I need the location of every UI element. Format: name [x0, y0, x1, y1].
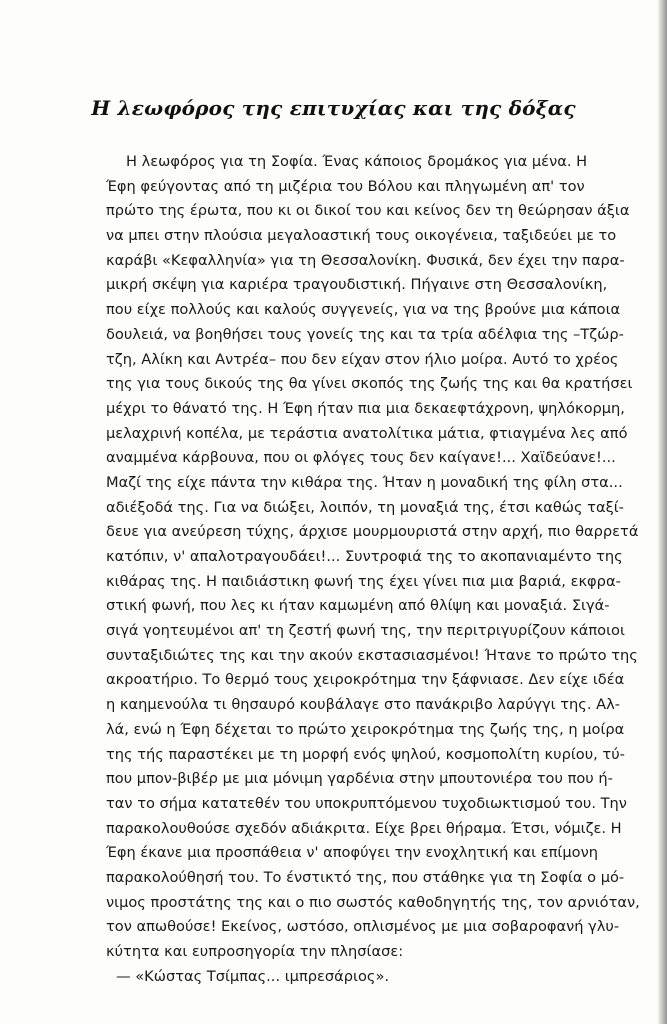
text-line: της τής παραστέκει με τη μορφή ενός ψηλού, κοσμοπολίτη κυρίου, τύ-: [106, 745, 625, 763]
text-line: συνταξιδιώτες της και την ακούν εκστασιασμένοι! Ήτανε το πρώτο της: [106, 646, 638, 664]
page-edge-shadow: [657, 0, 667, 1024]
text-line: τον απωθούσε! Εκείνος, ωστόσο, οπλισμένος με μια σοβαροφανή γλυ-: [106, 918, 620, 936]
text-line: ακροατήριο. Το θερμό τους χειροκρότημα την ξάφνιασε. Δεν είχε ιδέα: [106, 671, 625, 689]
text-line: που μπον-βιβέρ με μια μόνιμη γαρδένια στην μπουτονιέρα του που ή-: [106, 770, 613, 788]
chapter-body: [106, 150, 640, 989]
text-line: Η λεωφόρος για τη Σοφία. Ένας κάποιος δρομάκος για μένα. Η: [126, 153, 588, 170]
text-line: η καημενούλα τι θησαυρό κουβάλαγε στο πανάκριβο λαρύγγι της. Αλ-: [106, 696, 621, 714]
text-line: παρακολούθησή του. Το ένστικτό της, που στάθηκε για τη Σοφία ο μό-: [106, 868, 625, 886]
text-line: κατόπιν, ν' απαλοτραγουδάει!... Συντροφιά της το ακοπανιαμέντο της: [106, 548, 623, 565]
text-line: Έφη έκανε μια προσπάθεια ν' αποφύγει την ενοχλητική και επίμονη: [106, 844, 598, 862]
text-line: μέχρι το θάνατό της. Η Έφη ήταν πια μια δεκαεφτάχρονη, ψηλόκορμη,: [106, 399, 625, 417]
text-line: δουλειά, να βοηθήσει τους γονείς της και τα τρία αδέλφια της –Τζώρ-: [106, 325, 624, 343]
text-line: μελαχρινή κοπέλα, με τεράστια ανατολίτικα μάτια, φτιαγμένα λες από: [106, 424, 628, 442]
text-line: κύτητα και ευπροσηγορία την πλησίασε:: [106, 943, 404, 960]
text-line: νιμος προστάτης της και ο πιο σωστός καθοδηγητής της, τον αρνιόταν,: [106, 893, 640, 911]
text-line: πρώτο της έρωτα, που κι οι δικοί του και κείνος δεν τη θεώρησαν άξια: [106, 202, 630, 220]
text-line: λά, ενώ η Έφη δέχεται το πρώτο χειροκρότημα της ζωής της, η μοίρα: [106, 720, 625, 738]
text-line: σιγά γοητευμένοι απ' τη ζεστή φωνή της, την περιτριγυρίζουν κάποιοι: [106, 622, 625, 640]
dialogue-line: — «Κώστας Τσίμπας... ιμπρεσάριος».: [116, 967, 390, 985]
text-line: στική φωνή, που λες κι ήταν καμωμένη από θλίψη και μοναξιά. Σιγά-: [106, 597, 610, 615]
text-line: παρακολουθούσε σχεδόν αδιάκριτα. Είχε βρει θήραμα. Έτσι, νόμιζε. Η: [106, 819, 622, 837]
text-line: αδιέξοδά της. Για να διώξει, λοιπόν, τη μοναξιά της, έτσι καθώς ταξί-: [106, 498, 624, 516]
text-line: της για τους δικούς της θα γίνει σκοπός της ζωής της και θα κρατήσει: [106, 375, 633, 393]
text-line: Μαζί της είχε πάντα την κιθάρα της. Ήταν η μοναδική της φίλη στα...: [106, 473, 623, 491]
text-line: κιθάρας της. Η παιδιάστικη φωνή της έχει γίνει πια μια βαριά, εκφρα-: [106, 572, 621, 590]
text-line: καράβι «Κεφαλληνία» για τη Θεσσαλονίκη. Φυσικά, δεν έχει την παρα-: [106, 251, 625, 269]
text-line: μικρή σκέψη για καριέρα τραγουδιστική. Πήγαινε στη Θεσσαλονίκη,: [106, 276, 608, 294]
text-line: αναμμένα κάρβουνα, που οι φλόγες τους δεν καίγανε!... Χαϊδεύανε!...: [106, 449, 616, 467]
text-line: Έφη φεύγοντας από τη μιζέρια του Βόλου και πληγωμένη απ' τον: [106, 177, 585, 195]
text-line: που είχε πολλούς και καλούς συγγενείς, για να της βρούνε μια κάποια: [106, 301, 621, 319]
text-line: να μπει στην πλούσια μεγαλοαστική τους οικογένεια, ταξιδεύει με το: [106, 227, 617, 245]
text-line: δευε για ανεύρεση τύχης, άρχισε μουρμουριστά στην αρχή, πιο θαρρετά: [106, 523, 639, 541]
text-line: ταν το σήμα κατατεθέν του υποκρυπτόμενου τυχοδιωκτισμού του. Την: [106, 794, 627, 812]
chapter-title: Η λεωφόρος της επιτυχίας και της δόξας: [91, 96, 576, 120]
text-line: τζη, Αλίκη και Αντρέα– που δεν είχαν στον ήλιο μοίρα. Αυτό το χρέος: [106, 350, 619, 368]
